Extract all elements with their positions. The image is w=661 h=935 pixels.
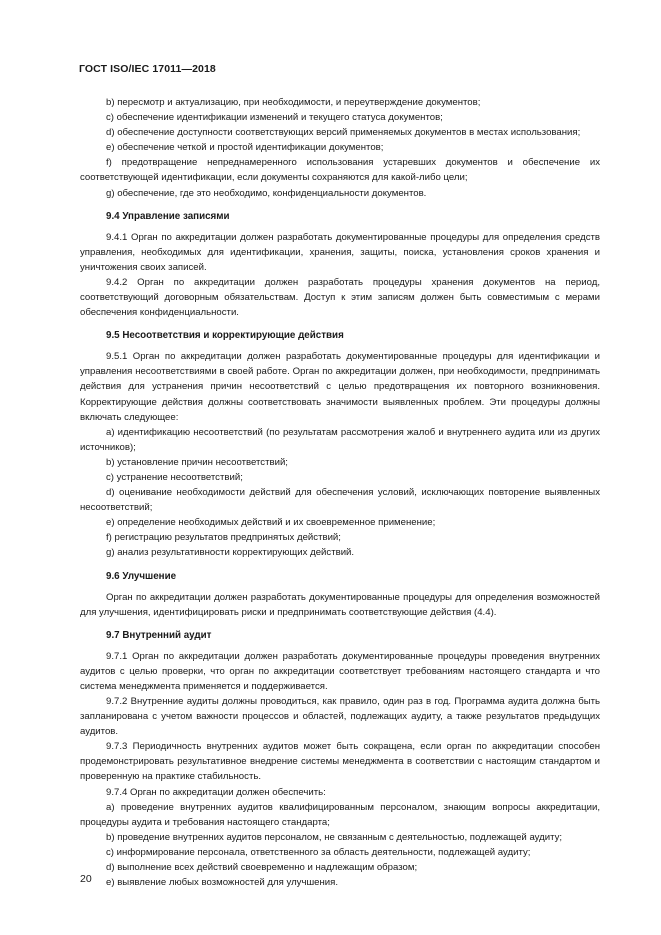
paragraph: a) идентификацию несоответствий (по результатам рассмотрения жалоб и внутреннего аудита или из других источников); — [80, 426, 600, 453]
paragraph: 9.7.2 Внутренние аудиты должны проводиться, как правило, один раз в год. Программа аудита должна быть запланирована с учетом важности процессов и областей, подлежащих аудиту, а также результатов предыдущих аудитов. — [80, 696, 600, 738]
paragraph: b) проведение внутренних аудитов персоналом, не связанным с деятельностью, подлежащей аудиту; — [106, 831, 563, 843]
paragraph: c) информирование персонала, ответственного за область деятельности, подлежащей аудиту; — [106, 846, 531, 858]
paragraph: e) определение необходимых действий и их своевременное применение; — [106, 517, 436, 529]
paragraph: f) регистрацию результатов предпринятых действий; — [106, 532, 341, 544]
section-heading: 9.5 Несоответствия и корректирующие действия — [106, 330, 344, 342]
paragraph: c) устранение несоответствий; — [106, 471, 243, 483]
paragraph: 9.7.1 Орган по аккредитации должен разработать документированные процедуры проведения внутренних аудитов с целью проверки, что орган по аккредитации соответствует требованиям настоящего стандарта и что система менеджмента применяется и поддерживается. — [80, 650, 600, 692]
paragraph: b) пересмотр и актуализацию, при необходимости, и переутверждение документов; — [106, 97, 481, 108]
paragraph: b) установление причин несоответствий; — [106, 456, 288, 468]
paragraph: d) обеспечение доступности соответствующих версий применяемых документов в местах использования; — [106, 127, 581, 139]
section-heading: 9.6 Улучшение — [106, 570, 177, 582]
page-number: 20 — [80, 873, 92, 885]
section-heading: 9.4 Управление записями — [106, 210, 230, 222]
paragraph: Орган по аккредитации должен разработать документированные процедуры для определения возможностей для улучшения, идентифицировать риски и предпринимать соответствующие действия (4.4). — [80, 591, 600, 618]
paragraph: e) обеспечение четкой и простой идентификации документов; — [106, 142, 384, 154]
paragraph: a) проведение внутренних аудитов квалифицированным персоналом, знающим вопросы аккредитации, процедуры аудита и требования настоящего стандарта; — [80, 801, 600, 828]
paragraph: 9.7.4 Орган по аккредитации должен обеспечить: — [106, 786, 326, 798]
paragraph: 9.4.1 Орган по аккредитации должен разработать документированные процедуры для определения средств управления, необходимых для идентификации, хранения, защиты, поиска, установления сроков хранения и уничтожения своих записей. — [80, 231, 600, 273]
paragraph: 9.4.2 Орган по аккредитации должен разработать процедуры хранения документов на период, соответствующий договорным обязательствам. Доступ к этим записям должен быть совместимым с мерами обеспечения конфиденциальности. — [80, 276, 600, 319]
paragraph: g) анализ результативности корректирующих действий. — [106, 547, 355, 559]
document-header: ГОСТ ISO/IEC 17011—2018 — [79, 63, 216, 75]
paragraph: e) выявление любых возможностей для улучшения. — [106, 877, 339, 889]
paragraph: d) выполнение всех действий своевременно и надлежащим образом; — [106, 862, 418, 874]
paragraph: c) обеспечение идентификации изменений и текущего статуса документов; — [106, 112, 443, 124]
paragraph: f) предотвращение непреднамеренного использования устаревших документов и обеспечение их соответствующей идентификации, если документы сохраняются для какой-либо цели; — [80, 157, 600, 184]
paragraph: g) обеспечение, где это необходимо, конфиденциальности документов. — [106, 187, 427, 199]
section-heading: 9.7 Внутренний аудит — [106, 629, 212, 641]
paragraph: d) оценивание необходимости действий для обеспечения условий, исключающих повторение выявленных несоответствий; — [80, 487, 600, 514]
paragraph: 9.7.3 Периодичность внутренних аудитов может быть сокращена, если орган по аккредитации способен продемонстрировать результативное внедрение системы менеджмента в соответствии с настоящим стандартом и проверенную на практике стабильность. — [80, 741, 600, 783]
paragraph: 9.5.1 Орган по аккредитации должен разработать документированные процедуры для идентификации и управления несоответствиями в своей работе. Орган по аккредитации должен, при необходимости, предпринимать действия для устранения причин несоответствий с целью предотвращения их повторного возникновения. Корректирующие действия должны соответствовать значимости выявленных проблем. Эти процедуры должны включать следующее: — [80, 351, 600, 423]
document-body — [80, 95, 600, 890]
